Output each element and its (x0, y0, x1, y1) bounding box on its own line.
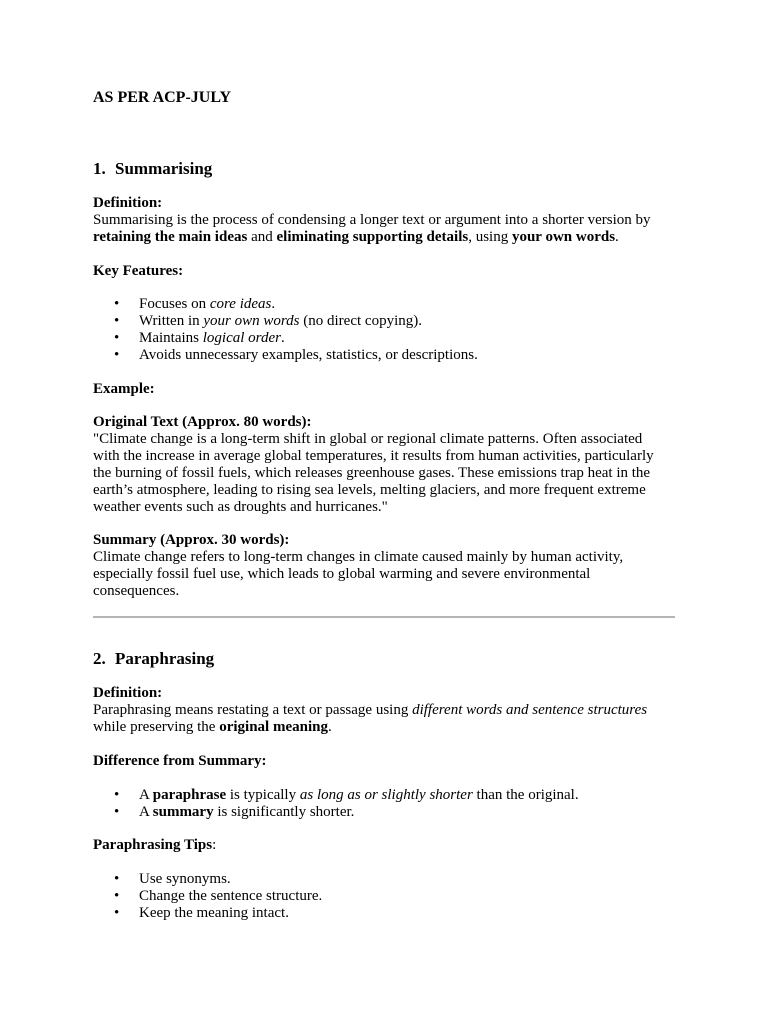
italic-phrase: your own words (203, 313, 300, 329)
section-heading-summarising (93, 160, 212, 177)
italic-phrase: as long as or slightly shorter (299, 787, 473, 803)
definition-line-1: Summarising is the process of condensing a longer text or argument into a shorter version by (93, 212, 651, 228)
tips-list (93, 871, 322, 922)
text-run: A (139, 787, 153, 803)
example-label: Example: (93, 381, 155, 397)
list-item: • Keep the meaning intact. (93, 905, 322, 922)
text-run: . (271, 296, 276, 312)
text-run: Avoids unnecessary examples, statistics, or descriptions. (139, 347, 478, 363)
summary-line: Climate change refers to long-term changes in climate caused mainly by human activity, (93, 549, 624, 565)
key-features-label: Key Features: (93, 263, 184, 279)
section-title: Paraphrasing (115, 649, 215, 668)
list-item (93, 313, 478, 330)
document-title: AS PER ACP-JULY (93, 89, 232, 106)
definition-text (93, 702, 683, 736)
difference-label: Difference from Summary: (93, 753, 267, 769)
summary-label: Summary (Approx. 30 words): (93, 532, 290, 548)
bold-phrase: paraphrase (152, 787, 227, 803)
section-heading-paraphrasing (93, 650, 214, 667)
definition-line-2 (93, 719, 683, 736)
summary-line: especially fossil fuel use, which leads to global warming and severe environmental (93, 566, 591, 582)
list-item (93, 296, 478, 313)
bold-phrase: eliminating supporting details (276, 229, 469, 245)
difference-list (93, 787, 579, 821)
text-run: . (280, 330, 285, 346)
text-run: and (247, 229, 277, 245)
text-run: while preserving the (93, 719, 220, 735)
bold-phrase: Paraphrasing Tips (93, 837, 213, 853)
text-run: than the original. (472, 787, 579, 803)
text-run: is significantly shorter. (213, 804, 355, 820)
italic-phrase: different words and sentence structures (412, 702, 648, 718)
text-run: : (212, 837, 217, 853)
list-item (93, 330, 478, 347)
italic-phrase: logical order (202, 330, 281, 346)
text-run: Focuses on (139, 296, 210, 312)
original-line: with the increase in average global temperatures, it results from human activities, particularly (93, 448, 654, 464)
list-item (93, 787, 579, 804)
text-run: . (327, 719, 332, 735)
list-item (93, 804, 579, 821)
text-run: is typically (226, 787, 300, 803)
tips-label (93, 837, 216, 854)
bold-phrase: retaining the main ideas (93, 229, 248, 245)
original-line: "Climate change is a long-term shift in global or regional climate patterns. Often associated (93, 431, 643, 447)
definition-text (93, 212, 683, 246)
list-item: • Change the sentence structure. (93, 888, 322, 905)
section-number: 2. (93, 649, 106, 668)
text-run: Paraphrasing means restating a text or passage using (93, 702, 413, 718)
section-number: 1. (93, 159, 106, 178)
definition-line-1 (93, 702, 683, 719)
original-line: the burning of fossil fuels, which releases greenhouse gases. These emissions trap heat in the (93, 465, 651, 481)
list-item: • Use synonyms. (93, 871, 322, 888)
section-title: Summarising (115, 159, 213, 178)
definition-line-2 (93, 229, 683, 246)
bold-phrase: summary (152, 804, 214, 820)
text-run: A (139, 804, 153, 820)
original-text (93, 431, 683, 516)
bold-phrase: your own words (511, 229, 616, 245)
text-run: . (615, 229, 619, 245)
original-line: weather events such as droughts and hurricanes." (93, 499, 388, 515)
text-run: , using (468, 229, 512, 245)
definition-label: Definition: (93, 195, 163, 211)
original-text-label: Original Text (Approx. 80 words): (93, 414, 312, 430)
bold-phrase: original meaning (219, 719, 328, 735)
key-features-list (93, 296, 478, 364)
italic-phrase: core ideas (209, 296, 272, 312)
summary-text (93, 549, 683, 600)
horizontal-rule (93, 616, 675, 618)
text-run: Maintains (139, 330, 203, 346)
original-line: earth’s atmosphere, leading to rising sea levels, melting glaciers, and more frequent extreme (93, 482, 646, 498)
definition-label: Definition: (93, 685, 163, 701)
text-run: Written in (139, 313, 204, 329)
list-item (93, 347, 478, 364)
summary-line: consequences. (93, 583, 180, 599)
text-run: (no direct copying). (299, 313, 422, 329)
